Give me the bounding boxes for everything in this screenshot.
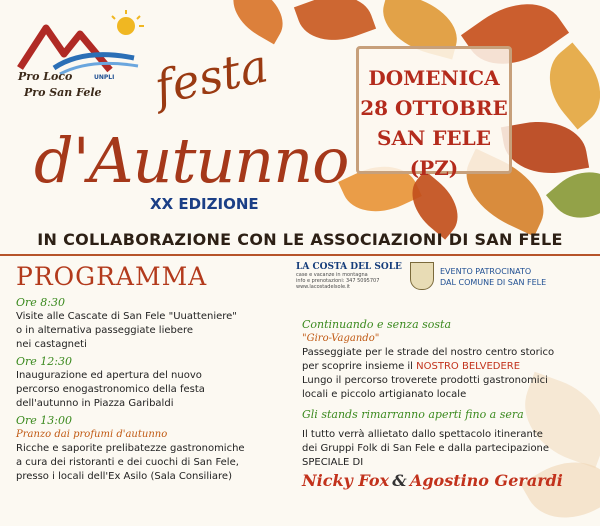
mountain-logo-icon [14,8,154,78]
desc-1b: o in alternativa passeggiate liebere [16,325,194,336]
time-3: Ore 13:00 [16,414,72,427]
desc-3c: presso i locali dell'Ex Asilo (Sala Consiliare) [16,471,232,482]
right-desc-1c: Lungo il percorso troverete prodotti gastronomici [302,375,548,386]
title-autunno: d'Autunno [34,124,349,197]
program-right-column [302,318,598,491]
leaf-decoration [222,0,294,44]
unpli-badge: UNPLI [94,74,115,81]
special-guests [302,471,598,491]
sponsor-tagline: case e vacanze in montagna [296,272,368,278]
subtitle-3: Pranzo dai profumi d'autunno [16,429,168,440]
date-date: 28 OTTOBRE [360,96,508,120]
desc-1c: nei castagneti [16,339,87,350]
time-1: Ore 8:30 [16,296,65,309]
program-left-column [16,296,296,484]
desc-2b: percorso enogastronomico della festa [16,384,205,395]
right-desc-2a: Il tutto verrà allietato dallo spettacolo itinerante [302,429,543,440]
desc-2a: Inaugurazione ed apertura del nuovo [16,370,202,381]
desc-3b: a cura dei ristoranti e dei cuochi di San Fele, [16,457,239,468]
right-heading-1: Continuando e senza sosta [302,318,452,331]
sponsor-contact: info e prenotazioni: 347 5095707 [296,278,380,284]
comune-crest-icon [410,262,434,290]
sponsor-costa-del-sole [296,262,408,292]
date-day: DOMENICA [368,66,500,90]
time-2: Ore 12:30 [16,355,72,368]
right-desc-1a: Passeggiate per le strade del nostro centro storico [302,347,555,358]
right-heading-2: Gli stands rimarranno aperti fino a sera [302,408,524,421]
patronage-line-1: EVENTO PATROCINATO [440,267,532,276]
programma-heading: PROGRAMMA [16,262,208,291]
date-place: SAN FELE (PZ) [377,126,491,180]
right-desc-1b-pre: per scoprire insieme il [302,361,413,372]
right-desc-1b [302,360,598,374]
guest-1: Nicky Fox [302,471,390,490]
guest-2: Agostino Gerardi [409,471,563,490]
right-desc-1d: locali e piccolo artigianato locale [302,389,467,400]
sponsor-name: LA COSTA DEL SOLE [296,262,402,272]
sponsor-site: www.lacostadelsole.it [296,284,350,290]
patronage-text [440,266,546,288]
right-desc-2b: dei Gruppi Folk di San Fele e dalla partecipazione [302,443,550,454]
date-box [356,46,512,180]
title-festa: festa [150,38,273,115]
collaboration-banner: IN COLLABORAZIONE CON LE ASSOCIAZIONI DI SAN FELE [37,230,563,249]
section-divider [0,254,600,256]
edition-label: XX EDIZIONE [150,195,259,213]
leaf-decoration [294,0,376,53]
desc-3a: Ricche e saporite prelibatezze gastronomiche [16,443,245,454]
logo-line-1: Pro Loco [18,70,73,83]
right-desc-2c: SPECIALE DI [302,457,364,468]
leaf-decoration [533,42,600,129]
logo-line-2: Pro San Fele [24,86,102,99]
pro-loco-logo [14,8,154,108]
desc-2c: dell'autunno in Piazza Garibaldi [16,398,174,409]
ampersand: & [392,471,407,490]
belvedere-highlight: NOSTRO BELVEDERE [416,361,521,372]
patronage-line-2: DAL COMUNE DI SAN FELE [440,278,547,287]
desc-1a: Visite alle Cascate di San Fele "Uuatteniere" [16,311,237,322]
right-subtitle-1: "Giro-Vagando" [302,333,380,344]
